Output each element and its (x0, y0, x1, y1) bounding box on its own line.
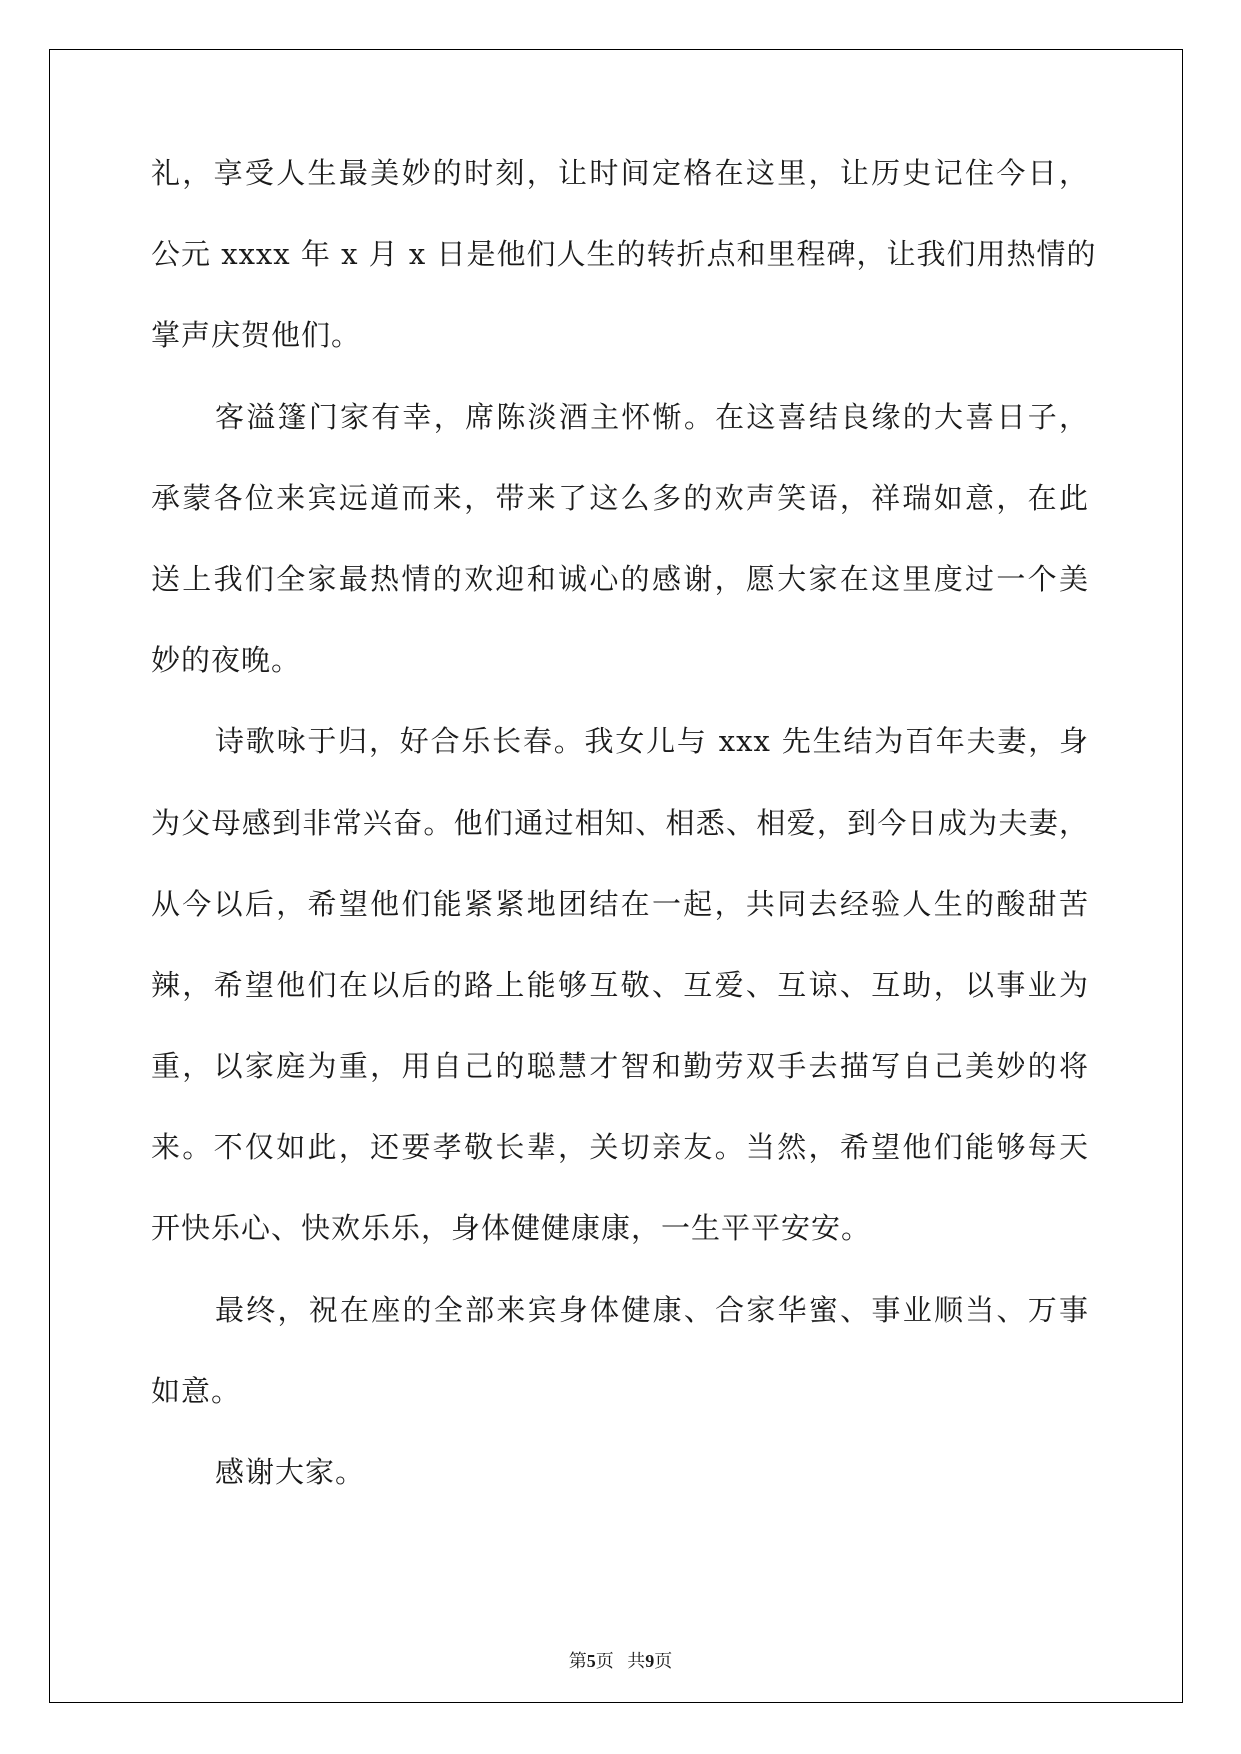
paragraph-2-line: 妙的夜晚。 (151, 643, 302, 678)
paragraph-3-line: 辣，希望他们在以后的路上能够互敬、互爱、互谅、互助，以事业为 (151, 967, 1089, 1002)
paragraph-4-line: 如意。 (151, 1373, 242, 1408)
paragraph-2-line: 送上我们全家最热情的欢迎和诚心的感谢，愿大家在这里度过一个美 (151, 561, 1089, 596)
paragraph-3-line: 为父母感到非常兴奋。他们通过相知、相悉、相爱，到今日成为夫妻， (151, 805, 1089, 840)
paragraph-2-line: 承蒙各位来宾远道而来，带来了这么多的欢声笑语，祥瑞如意，在此 (151, 480, 1089, 515)
paragraph-3-line: 诗歌咏于归，好合乐长春。我女儿与 xxx 先生结为百年夫妻，身 (215, 724, 1089, 759)
footer-prefix: 第 (568, 1651, 587, 1671)
paragraph-3-line: 从今以后，希望他们能紧紧地团结在一起，共同去经验人生的酸甜苦 (151, 886, 1089, 921)
current-page-number: 5 (586, 1651, 596, 1671)
paragraph-5-line: 感谢大家。 (215, 1455, 366, 1489)
paragraph-1-line: 公元 xxxx 年 x 月 x 日是他们人生的转折点和里程碑，让我们用热情的 (151, 237, 1097, 272)
paragraph-1-line: 礼，享受人生最美妙的时刻，让时间定格在这里，让历史记住今日， (151, 156, 1089, 190)
footer-suffix: 页 (654, 1651, 673, 1671)
paragraph-3-line: 重，以家庭为重，用自己的聪慧才智和勤劳双手去描写自己美妙的将 (151, 1049, 1089, 1084)
paragraph-1-line: 掌声庆贺他们。 (151, 318, 362, 353)
document-body (151, 155, 1097, 1535)
total-pages-number: 9 (645, 1651, 655, 1671)
footer-middle: 页 共 (595, 1651, 646, 1671)
paragraph-3-line: 来。不仅如此，还要孝敬长辈，关切亲友。当然，希望他们能够每天 (151, 1130, 1089, 1165)
paragraph-4-line: 最终，祝在座的全部来宾身体健康、合家华蜜、事业顺当、万事 (215, 1292, 1089, 1327)
paragraph-3-line: 开快乐心、快欢乐乐，身体健健康康，一生平平安安。 (151, 1211, 872, 1246)
page-footer (0, 1647, 1241, 1673)
paragraph-2-line: 客溢篷门家有幸，席陈淡酒主怀惭。在这喜结良缘的大喜日子， (215, 399, 1089, 434)
